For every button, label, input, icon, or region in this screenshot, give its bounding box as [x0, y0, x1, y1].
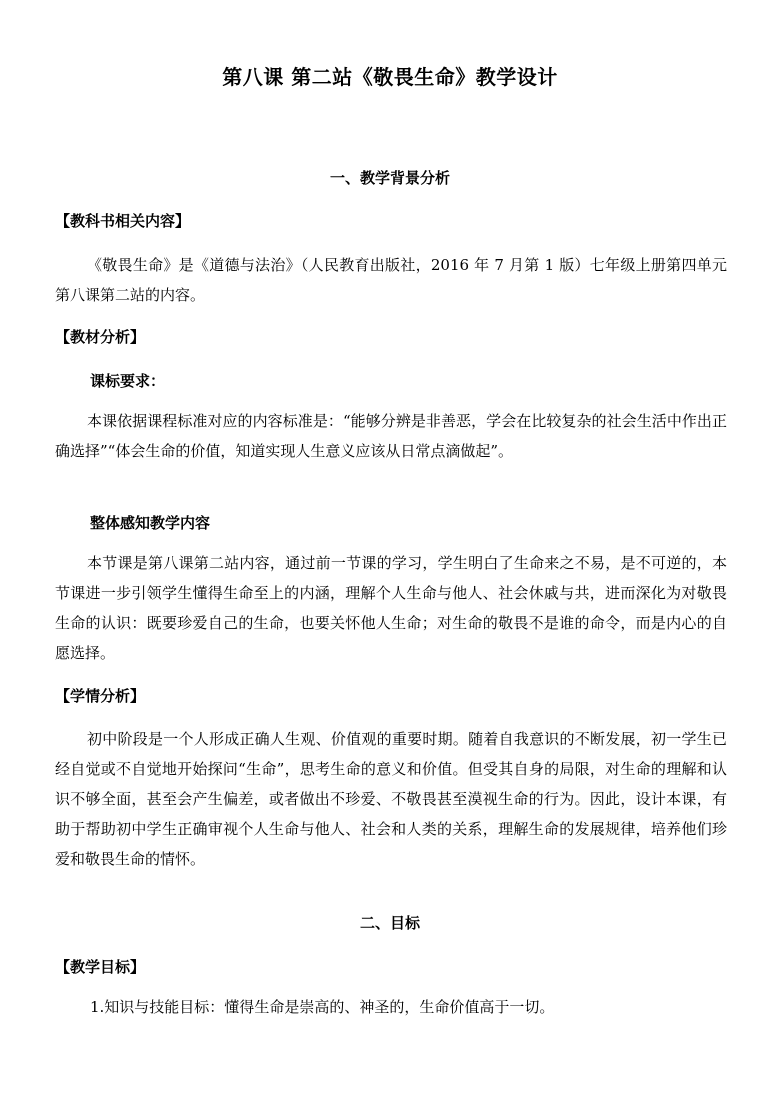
textbook-content-paragraph: 《敬畏生命》是《道德与法治》（人民教育出版社，2016 年 7 月第 1 版）七年级上册第四单元第八课第二站的内容。	[55, 256, 727, 304]
textbook-content-label: 【教科书相关内容】	[55, 212, 191, 230]
curriculum-standard-label: 课标要求：	[90, 372, 166, 390]
learner-analysis-paragraph: 初中阶段是一个人形成正确人生观、价值观的重要时期。随着自我意识的不断发展，初一学生已经自觉或不自觉地开始探问“生命”，思考生命的意义和价值。但受其自身的局限，对生命的理解和认识不够全面，甚至会产生偏差，或者做出不珍爱、不敬畏甚至漠视生命的行为。因此，设计本课，有助于帮助初中学生正确审视个人生命与他人、社会和人类的关系，理解生命的发展规律，培养他们珍爱和敬畏生命的情怀。	[55, 730, 727, 868]
section-heading-goals: 二、目标	[359, 914, 420, 932]
section-heading-background: 一、教学背景分析	[329, 169, 450, 187]
teaching-goal-item: 1.知识与技能目标：懂得生命是崇高的、神圣的，生命价值高于一切。	[90, 998, 555, 1016]
teaching-goals-label: 【教学目标】	[55, 958, 146, 976]
curriculum-standard-paragraph: 本课依据课程标准对应的内容标准是：“能够分辨是非善恶，学会在比较复杂的社会生活中作出正确选择”“体会生命的价值，知道实现人生意义应该从日常点滴做起”。	[55, 412, 727, 460]
overall-perception-label: 整体感知教学内容	[90, 514, 211, 532]
overall-perception-paragraph: 本节课是第八课第二站内容，通过前一节课的学习，学生明白了生命来之不易，是不可逆的，本节课进一步引领学生懂得生命至上的内涵，理解个人生命与他人、社会休戚与共，进而深化为对敬畏生命的认识：既要珍爱自己的生命，也要关怀他人生命；对生命的敬畏不是谁的命令，而是内心的自愿选择。	[55, 554, 727, 662]
material-analysis-label: 【教材分析】	[55, 328, 146, 346]
document-title: 第八课 第二站《敬畏生命》教学设计	[222, 65, 558, 89]
learner-analysis-label: 【学情分析】	[55, 687, 146, 705]
